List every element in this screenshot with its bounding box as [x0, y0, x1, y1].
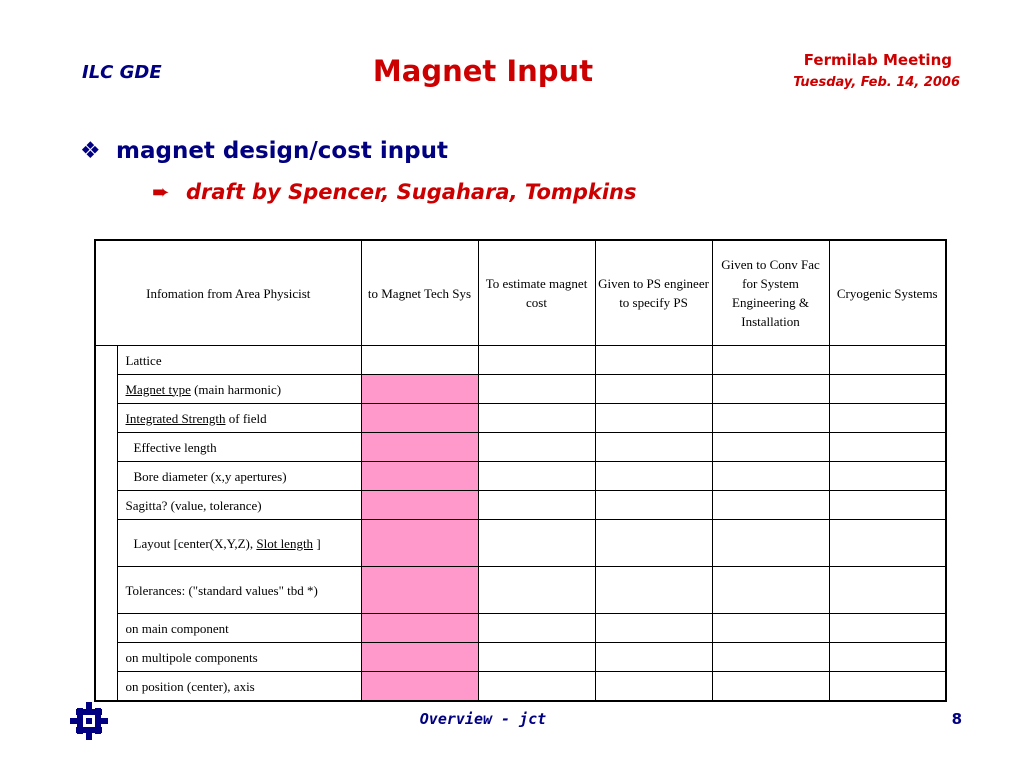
table-cell	[712, 643, 829, 672]
meeting-name: Fermilab Meeting	[803, 51, 952, 69]
table-cell	[595, 346, 712, 375]
table-row	[95, 491, 946, 520]
table-cell	[595, 462, 712, 491]
table-cell	[478, 462, 595, 491]
table-cell	[595, 520, 712, 567]
table-header-cell: Infomation from Area Physicist	[95, 240, 361, 346]
table-cell	[595, 491, 712, 520]
table-cell	[829, 643, 946, 672]
table-row	[95, 520, 946, 567]
table-cell	[829, 614, 946, 643]
bullet-level1	[80, 138, 448, 164]
table-header-cell: Given to PS engineer to specify PS	[595, 240, 712, 346]
row-label-text: Effective length	[133, 439, 217, 455]
table-row	[95, 643, 946, 672]
table-cell	[595, 672, 712, 702]
table-cell	[478, 520, 595, 567]
bullet-level2-text: draft by Spencer, Sugahara, Tompkins	[186, 180, 637, 204]
row-label-cell	[117, 491, 361, 520]
row-label-cell	[117, 375, 361, 404]
table-cell	[361, 346, 478, 375]
table-cell	[478, 614, 595, 643]
header-left-label: ILC GDE	[82, 62, 162, 83]
table-cell	[712, 433, 829, 462]
row-label-text: Bore diameter (x,y apertures)	[133, 468, 287, 484]
table-cell	[712, 462, 829, 491]
table-row	[95, 375, 946, 404]
meeting-date: Tuesday, Feb. 14, 2006	[793, 75, 960, 90]
table-header-cell: Cryogenic Systems	[829, 240, 946, 346]
highlighted-cell	[361, 491, 478, 520]
table-cell	[712, 614, 829, 643]
table-cell	[829, 567, 946, 614]
table-cell	[829, 375, 946, 404]
table-cell	[478, 433, 595, 462]
highlighted-cell	[361, 404, 478, 433]
highlighted-cell	[361, 672, 478, 702]
table-cell	[829, 672, 946, 702]
table-cell	[478, 491, 595, 520]
row-label-text: on multipole components	[125, 649, 258, 665]
table-header-cell: Given to Conv Fac for System Engineering & Installation	[712, 240, 829, 346]
table-cell	[595, 614, 712, 643]
row-label-suffix: ]	[313, 535, 321, 551]
magnet-input-table	[94, 239, 947, 702]
table-cell	[829, 491, 946, 520]
table-cell	[829, 346, 946, 375]
table-cell	[478, 567, 595, 614]
table-cell	[595, 567, 712, 614]
table-row	[95, 462, 946, 491]
row-label-cell	[117, 614, 361, 643]
row-label-text: Lattice	[125, 352, 162, 368]
row-label-underlined: Slot length	[256, 535, 314, 551]
row-label-cell	[117, 643, 361, 672]
footer-text: Overview - jct	[419, 710, 547, 728]
table-cell	[712, 375, 829, 404]
row-label-text: Sagitta? (value, tolerance)	[125, 497, 262, 513]
table-row	[95, 672, 946, 702]
row-label-cell	[117, 433, 361, 462]
row-label-text: on position (center), axis	[125, 678, 255, 694]
table-header-row	[95, 240, 946, 346]
table-cell	[478, 375, 595, 404]
table-cell	[478, 643, 595, 672]
row-label-cell	[117, 404, 361, 433]
arrow-bullet-icon: ➨	[152, 180, 170, 204]
row-label-suffix: (main harmonic)	[190, 381, 282, 397]
highlighted-cell	[361, 520, 478, 567]
table-row	[95, 614, 946, 643]
table-cell	[712, 346, 829, 375]
table-cell	[595, 375, 712, 404]
table-cell	[829, 462, 946, 491]
row-label-cell	[117, 462, 361, 491]
row-label-text: on main component	[125, 620, 229, 636]
table-row	[95, 433, 946, 462]
table-cell	[595, 404, 712, 433]
table-cell	[478, 404, 595, 433]
row-label-underlined: Integrated Strength	[125, 410, 226, 426]
row-label-suffix: of field	[225, 410, 267, 426]
bullet-level1-text: magnet design/cost input	[116, 138, 449, 164]
diamond-bullet-icon: ❖	[80, 138, 101, 164]
highlighted-cell	[361, 433, 478, 462]
table-cell	[712, 491, 829, 520]
row-label-cell	[117, 520, 361, 567]
slide-title: Magnet Input	[372, 54, 594, 88]
table-row	[95, 346, 946, 375]
highlighted-cell	[361, 375, 478, 404]
table-cell	[478, 346, 595, 375]
highlighted-cell	[361, 643, 478, 672]
table-cell	[478, 672, 595, 702]
table-header-cell: to Magnet Tech Sys	[361, 240, 478, 346]
table-cell	[712, 520, 829, 567]
bullet-level2	[152, 180, 636, 204]
table-cell	[595, 643, 712, 672]
row-label-cell	[117, 567, 361, 614]
table-row	[95, 567, 946, 614]
row-label-text: Tolerances: ("standard values" tbd *)	[125, 582, 318, 598]
table-row	[95, 404, 946, 433]
table-cell	[829, 404, 946, 433]
table-cell	[829, 520, 946, 567]
row-label-underlined: Magnet type	[125, 381, 191, 397]
page-number: 8	[951, 710, 962, 728]
table-cell	[829, 433, 946, 462]
table-cell	[712, 404, 829, 433]
table-cell	[712, 672, 829, 702]
row-label-text: Layout [center(X,Y,Z),	[133, 535, 257, 551]
highlighted-cell	[361, 567, 478, 614]
row-label-cell	[117, 346, 361, 375]
highlighted-cell	[361, 614, 478, 643]
row-label-cell	[117, 672, 361, 702]
highlighted-cell	[361, 462, 478, 491]
table-cell	[712, 567, 829, 614]
table-cell	[595, 433, 712, 462]
table-header-cell: To estimate magnet cost	[478, 240, 595, 346]
row-indent-cell	[95, 346, 117, 702]
